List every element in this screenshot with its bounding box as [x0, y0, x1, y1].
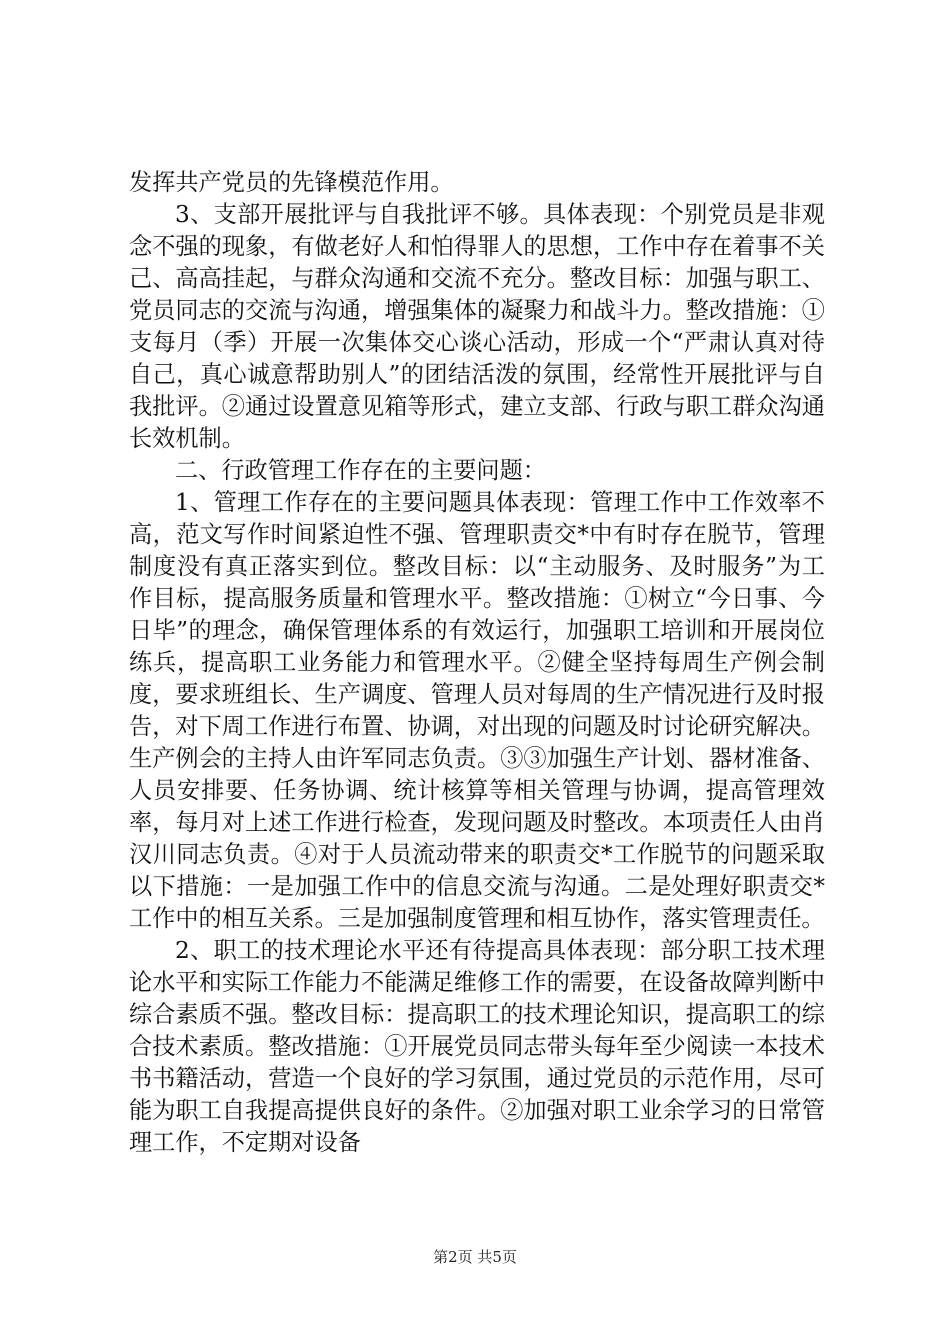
- paragraph-4: 1、管理工作存在的主要问题具体表现：管理工作中工作效率不高，范文写作时间紧迫性不强、管理职责交*中有时存在脱节，管理制度没有真正落实到位。整改目标：以“主动服务、及时服务”为工作目标，提高服务质量和管理水平。整改措施：①树立“今日事、今日毕”的理念，确保管理体系的有效运行，加强职工培训和开展岗位练兵，提高职工业务能力和管理水平。②健全坚持每周生产例会制度，要求班组长、生产调度、管理人员对每周的生产情况进行及时报告，对下周工作进行布置、协调，对出现的问题及时讨论研究解决。生产例会的主持人由许军同志负责。③③加强生产计划、器材准备、人员安排要、任务协调、统计核算等相关管理与协调，提高管理效率，每月对上述工作进行检查，发现问题及时整改。本项责任人由肖汉川同志负责。④对于人员流动带来的职责交*工作脱节的问题采取以下措施：一是加强工作中的信息交流与沟通。二是处理好职责交*工作中的相互关系。三是加强制度管理和相互协作，落实管理责任。: [129, 489, 825, 932]
- paragraph-5: 2、职工的技术理论水平还有待提高具体表现：部分职工技术理论水平和实际工作能力不能满足维修工作的需要，在设备故障判断中综合素质不强。整改目标：提高职工的技术理论知识，提高职工的综合技术素质。整改措施：①开展党员同志带头每年至少阅读一本技术书书籍活动，营造一个良好的学习氛围，通过党员的示范作用，尽可能为职工自我提高提供良好的条件。②加强对职工业余学习的日常管理工作，不定期对设备: [129, 937, 825, 1156]
- paragraph-1: 发挥共产党员的先锋模范作用。: [129, 169, 454, 196]
- paragraph-2: 3、支部开展批评与自我批评不够。具体表现：个别党员是非观念不强的现象，有做老好人和怕得罪人的思想，工作中存在着事不关己、高高挂起，与群众沟通和交流不充分。整改目标：加强与职工、党员同志的交流与沟通，增强集体的凝聚力和战斗力。整改措施：①支每月（季）开展一次集体交心谈心活动，形成一个“严肃认真对待自己，真心诚意帮助别人”的团结活泼的氛围，经常性开展批评与自我批评。②通过设置意见箱等形式，建立支部、行政与职工群众沟通长效机制。: [129, 201, 825, 452]
- section-heading-admin-problems: 二、行政管理工作存在的主要问题：: [175, 457, 546, 484]
- document-body: [129, 167, 825, 1159]
- page-footer: 第2页 共5页: [433, 1248, 517, 1266]
